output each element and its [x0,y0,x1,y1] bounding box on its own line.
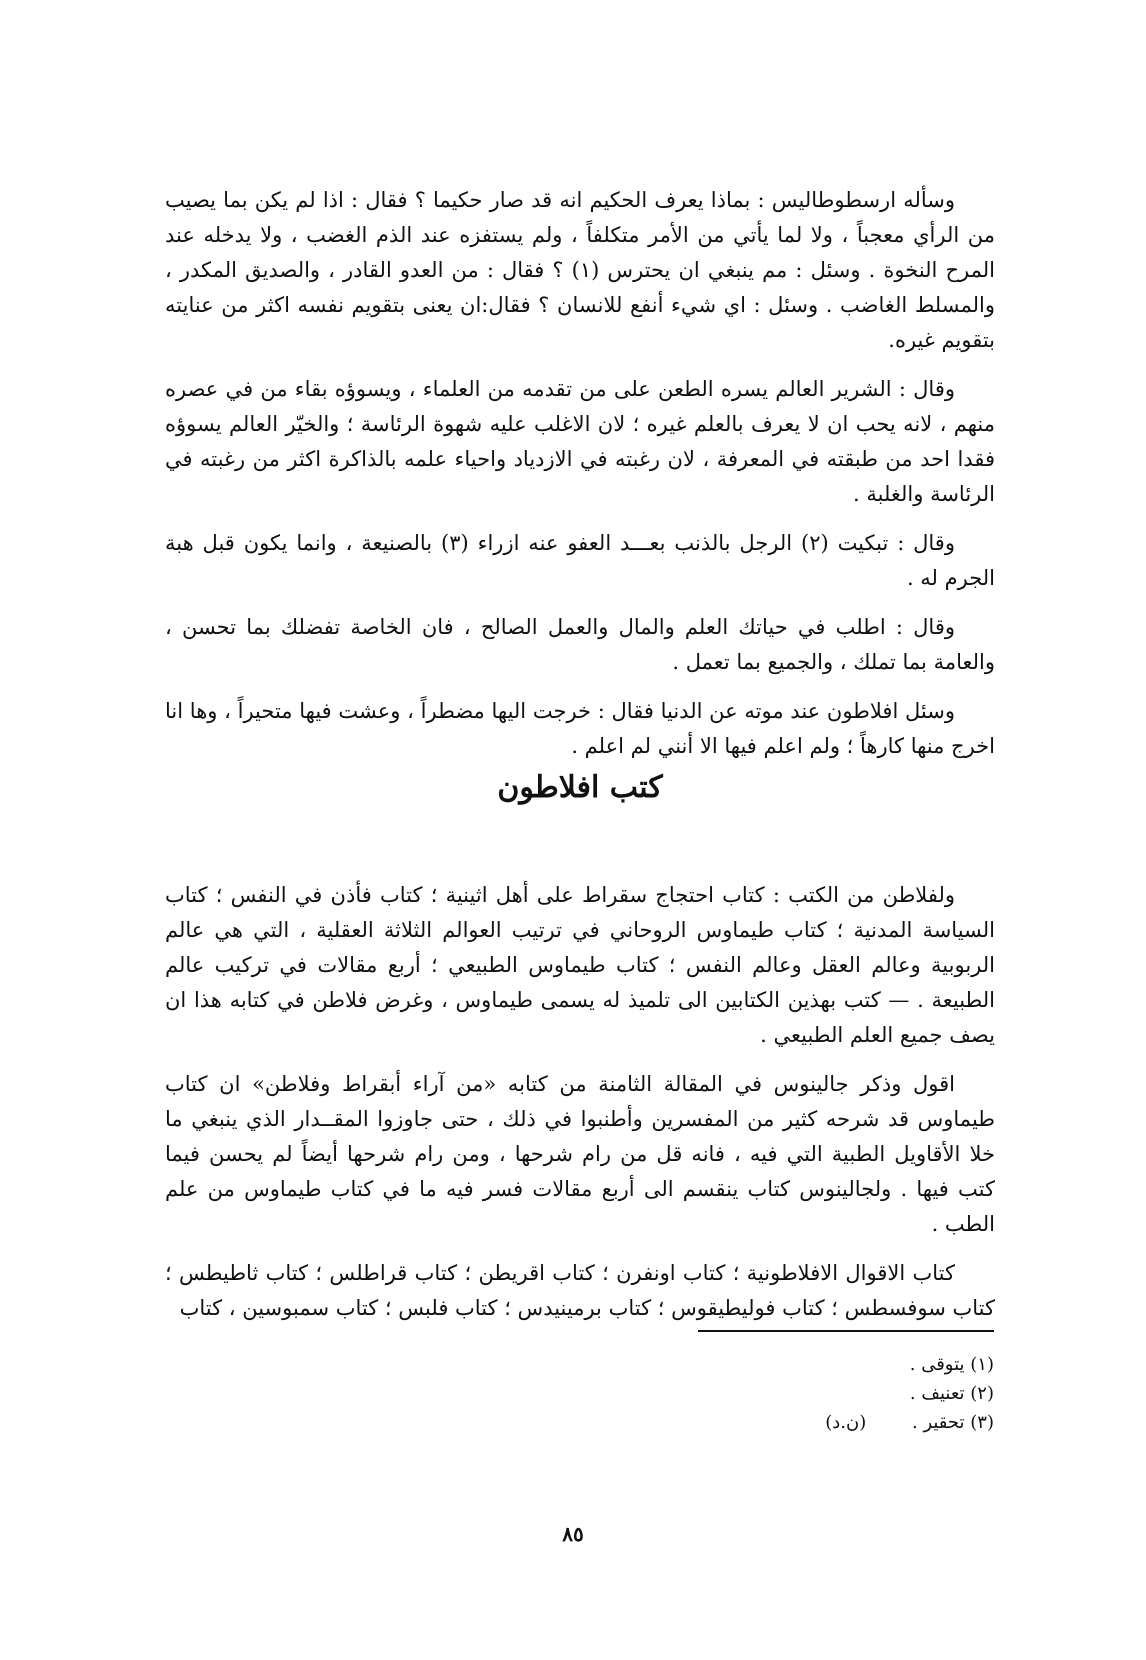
footnote-text: (١) يتوقى . [909,1354,994,1375]
footnote-text: (٣) تحقير . [912,1412,994,1433]
paragraph: وقال : اطلب في حياتك العلم والمال والعمل الصالح ، فان الخاصة تفضلك بما تحسن ، والعامة بما تملك ، والجميع بما تعمل . [165,615,995,674]
paragraph: وقال : تبكيت (٢) الرجل بالذنب بعـــد العفو عنه ازراء (٣) بالصنيعة ، وانما يكون قبل هبة الجرم له . [165,531,995,590]
top-text-block [165,183,995,778]
footnote [698,1350,994,1379]
footnote-divider [698,1330,994,1332]
bottom-text-block [165,878,995,1340]
footnote [698,1408,994,1437]
paragraph: اقول وذكر جالينوس في المقالة الثامنة من كتابه «من آراء أبقراط وفلاطن» ان كتاب طيماوس قد شرحه كثير من المفسرين وأطنبوا في ذلك ، حتى جاوزوا المقــدار الذي ينبغي ما خلا الأقاويل الطبية التي فيه ، فانه قل من رام شرحها ، ومن رام شرحها أيضاً لم يحسن فيما كتب فيها . ولجالينوس كتاب ينقسم الى أربع مقالات فسر فيه ما في كتاب طيماوس من علم الطب . [165,1072,995,1236]
footnote-source: (ن.د) [825,1412,867,1433]
footnote-text: (٢) تعنيف . [909,1383,994,1404]
footnote [698,1379,994,1408]
page-number: ٨٥ [562,1522,584,1546]
paragraph: كتاب الاقوال الافلاطونية ؛ كتاب اونفرن ؛ كتاب اقريطن ؛ كتاب قراطلس ؛ كتاب ثاطيطس ؛ كتاب سوفسطس ؛ كتاب فوليطيقوس ؛ كتاب برمينيدس ؛ كتاب فلبس ؛ كتاب سمبوسين ، كتاب [165,1261,995,1320]
paragraph: ولفلاطن من الكتب : كتاب احتجاج سقراط على أهل اثينية ؛ كتاب فأذن في النفس ؛ كتاب السياسة المدنية ؛ كتاب طيماوس الروحاني في ترتيب العوالم الثلاثة العقلية ، التي هي عالم الربوبية وعالم العقل وعالم النفس ؛ كتاب طيماوس الطبيعي ؛ أربع مقالات في تركيب عالم الطبيعة . — كتب بهذين الكتابين الى تلميذ له يسمى طيماوس ، وغرض فلاطن في كتابه هذا ان يصف جميع العلم الطبيعي . [165,883,995,1047]
footnotes [698,1350,994,1437]
paragraph: وقال : الشرير العالم يسره الطعن على من تقدمه من العلماء ، ويسوؤه بقاء من في عصره منهم ، لانه يحب ان لا يعرف بالعلم غيره ؛ لان الاغلب عليه شهوة الرئاسة ؛ والخيّر العالم يسوؤه فقدا احد من طبقته في المعرفة ، لان رغبته في الازدياد واحياء علمه بالذاكرة اكثر من رغبته في الرئاسة والغلبة . [165,377,995,506]
paragraph: وسأله ارسطوطاليس : بماذا يعرف الحكيم انه قد صار حكيما ؟ فقال : اذا لم يكن بما يصيب من الرأي معجباً ، ولا لما يأتي من الأمر متكلفاً ، ولم يستفزه عند الذم الغضب ، ولا يدخله عند المرح النخوة . وسئل : مم ينبغي ان يحترس (١) ؟ فقال : من العدو القادر ، والصديق المكدر ، والمسلط الغاضب . وسئل : اي شيء أنفع للانسان ؟ فقال:ان يعنى بتقويم نفسه اكثر من عنايته بتقويم غيره. [165,188,995,352]
section-heading: كتب افلاطون [497,770,663,805]
paragraph: وسئل افلاطون عند موته عن الدنيا فقال : خرجت اليها مضطراً ، وعشت فيها متحيراً ، وها انا اخرج منها كارهاً ؛ ولم اعلم فيها الا أنني لم اعلم . [165,699,995,758]
